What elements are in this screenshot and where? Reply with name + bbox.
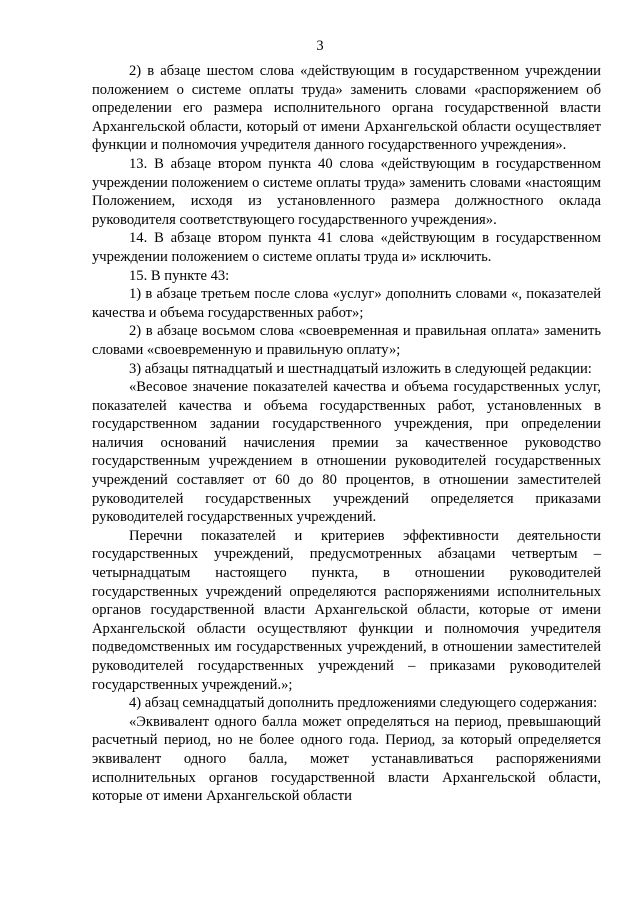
- quoted-paragraph-criteria: Перечни показателей и критериев эффективности деятельности государственных учреждений, предусмотренных абзацами четвертым – четырнадцатым настоящего пункта, в отношении руководителей государственных учреждений определяются распоряжениями исполнительных органов государственной власти Архангельской области, которые от имени Архангельской области осуществляют функции и полномочия учредителя подведомственных им государственных учреждений, в отношении заместителей руководителей государственных учреждений – приказами руководителей государственных учреждений.»;: [92, 527, 601, 693]
- paragraph-subitem-1: 1) в абзаце третьем после слова «услуг» дополнить словами «, показателей качества и объема государственных работ»;: [92, 286, 601, 321]
- paragraph-item-13: 13. В абзаце втором пункта 40 слова «действующим в государственном учреждении положением о системе оплаты труда» заменить словами «настоящим Положением, исходя из установленного размера должностного оклада руководителя соответствующего государственного учреждения».: [92, 155, 601, 228]
- quoted-paragraph-weight: «Весовое значение показателей качества и объема государственных услуг, показателей качества и объема государственных работ, установленных в государственном задании государственного учреждения, при определении наличия оснований начисления премии за качественное руководство государственным учреждением в отношении руководителей государственных учреждений составляет от 60 до 80 процентов, в отношении заместителей руководителей государственных учреждений определяется приказами руководителей государственных учреждений.: [92, 379, 601, 526]
- paragraph-subitem-4: 4) абзац семнадцатый дополнить предложениями следующего содержания:: [129, 695, 598, 712]
- paragraph-item-2: 2) в абзаце шестом слова «действующим в государственном учреждении положением о системе оплаты труда» заменить словами «распоряжением об определении его размера исполнительного органа государственной власти Архангельской области, который от имени Архангельской области осуществляет функции и полномочия учредителя данного государственного учреждения».: [92, 63, 601, 154]
- quoted-paragraph-equivalent: «Эквивалент одного балла может определяться на период, превышающий расчетный период, но не более одного года. Период, за который определяется эквивалент одного балла, может устанавливаться распоряжениями исполнительных органов государственной власти Архангельской области, которые от имени Архангельской области: [92, 713, 601, 805]
- page-number: 3: [316, 38, 324, 54]
- paragraph-subitem-3: 3) абзацы пятнадцатый и шестнадцатый изложить в следующей редакции:: [129, 360, 592, 377]
- paragraph-item-15: 15. В пункте 43:: [129, 267, 230, 284]
- document-body: [92, 62, 601, 806]
- paragraph-item-14: 14. В абзаце втором пункта 41 слова «действующим в государственном учреждении положением о системе оплаты труда и» исключить.: [92, 230, 601, 265]
- paragraph-subitem-2: 2) в абзаце восьмом слова «своевременная и правильная оплата» заменить словами «своевременную и правильную оплату»;: [92, 323, 601, 358]
